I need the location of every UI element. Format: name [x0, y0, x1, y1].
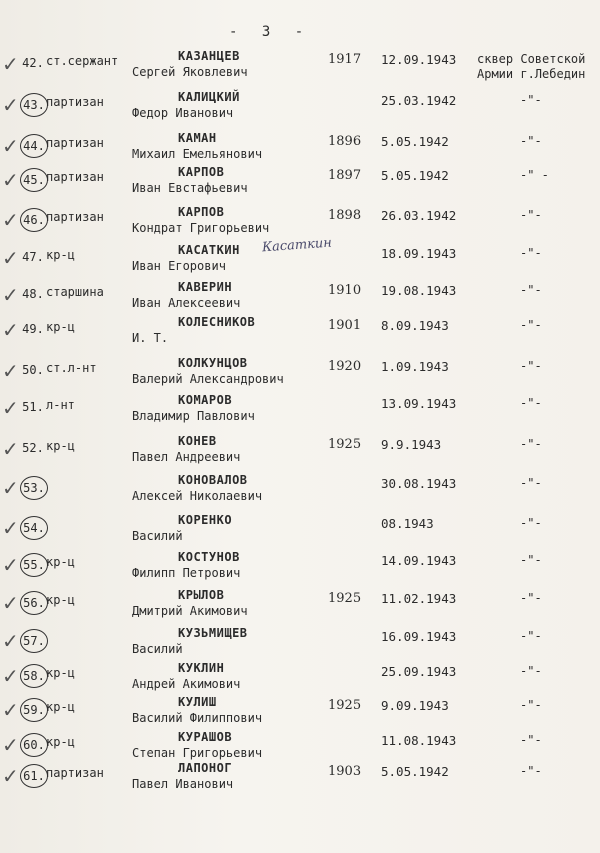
- entry-number: 59.: [20, 698, 48, 722]
- entry-death-date: 5.05.1942: [381, 168, 449, 183]
- entry-surname: КАВЕРИН: [178, 280, 233, 294]
- check-mark: ✓: [2, 168, 19, 192]
- check-mark: ✓: [2, 359, 19, 383]
- entry-number: 60.: [20, 733, 48, 757]
- entry-number: 52.: [22, 441, 44, 455]
- check-mark: ✓: [2, 553, 19, 577]
- entry-given-names: Владимир Павлович: [132, 409, 255, 423]
- entry-burial-place: -"-: [520, 629, 542, 643]
- entry-burial-place: -"-: [520, 764, 542, 778]
- check-mark: ✓: [2, 476, 19, 500]
- entry-birth-year: 1917: [328, 52, 362, 67]
- entry-given-names: Василий: [132, 529, 183, 543]
- entry-death-date: 9.09.1943: [381, 698, 449, 713]
- entry-rank: ст.л-нт: [46, 361, 97, 375]
- entry-given-names: Павел Иванович: [132, 777, 234, 791]
- entry-given-names: Василий: [132, 642, 183, 656]
- check-mark: ✓: [2, 93, 19, 117]
- entry-rank: партизан: [46, 210, 104, 224]
- entry-burial-place: -"-: [520, 246, 542, 260]
- entry-burial-place: -"-: [520, 396, 542, 410]
- check-mark: ✓: [2, 591, 19, 615]
- check-mark: ✓: [2, 283, 19, 307]
- entry-row: [0, 626, 600, 671]
- entry-rank: ст.сержант: [46, 54, 119, 68]
- entry-birth-year: 1901: [328, 318, 362, 333]
- entry-rank: партизан: [46, 95, 104, 109]
- entry-surname: ЛАПОНОГ: [178, 761, 233, 775]
- entry-given-names: Василий Филиппович: [132, 711, 263, 725]
- entry-death-date: 1.09.1943: [381, 359, 449, 374]
- entry-number: 54.: [20, 516, 48, 540]
- entry-burial-place: -"-: [520, 134, 542, 148]
- entry-death-date: 25.09.1943: [381, 664, 457, 679]
- entry-death-date: 18.09.1943: [381, 246, 457, 261]
- entry-rank: кр-ц: [46, 248, 75, 262]
- entry-rank: л-нт: [46, 398, 75, 412]
- entry-number: 58.: [20, 664, 48, 688]
- entry-given-names: Иван Алексеевич: [132, 296, 241, 310]
- check-mark: ✓: [2, 516, 19, 540]
- check-mark: ✓: [2, 208, 19, 232]
- entry-surname: КУЛИШ: [178, 695, 217, 709]
- entry-number: 47.: [22, 250, 44, 264]
- entry-given-names: Кондрат Григорьевич: [132, 221, 270, 235]
- entry-burial-place: -"-: [520, 591, 542, 605]
- entry-rank: кр-ц: [46, 735, 75, 749]
- entry-surname: КОРЕНКО: [178, 513, 233, 527]
- entry-burial-place: -"-: [520, 698, 542, 712]
- entry-given-names: Андрей Акимович: [132, 677, 241, 691]
- entry-death-date: 08.1943: [381, 516, 434, 531]
- entry-burial-place: -"-: [520, 733, 542, 747]
- entry-given-names: Алексей Николаевич: [132, 489, 263, 503]
- entry-death-date: 5.05.1942: [381, 134, 449, 149]
- entry-given-names: И. Т.: [132, 331, 169, 345]
- entry-birth-year: 1910: [328, 283, 362, 298]
- entry-given-names: Степан Григорьевич: [132, 746, 263, 760]
- entry-death-date: 12.09.1943: [381, 52, 457, 67]
- entry-surname: КУКЛИН: [178, 661, 225, 675]
- entry-burial-place: -"-: [520, 208, 542, 222]
- entry-surname: КОЛКУНЦОВ: [178, 356, 248, 370]
- entry-row: [0, 235, 600, 288]
- entry-given-names: Сергей Яковлевич: [132, 65, 248, 79]
- entry-burial-place: сквер Советской Армии г.Лебедин: [477, 52, 586, 81]
- entry-row: [0, 588, 600, 633]
- check-mark: ✓: [2, 764, 19, 788]
- entry-burial-place: -" -: [520, 168, 549, 182]
- entry-row: [0, 473, 600, 518]
- entry-row: [0, 49, 600, 94]
- entry-death-date: 30.08.1943: [381, 476, 457, 491]
- entry-surname: КОСТУНОВ: [178, 550, 240, 564]
- handwritten-annotation: Касаткин: [261, 235, 333, 256]
- entry-given-names: Михаил Емельянович: [132, 147, 263, 161]
- entry-row: [0, 513, 600, 558]
- entry-row: [0, 280, 600, 325]
- entry-given-names: Иван Егорович: [132, 259, 226, 273]
- entry-surname: КРЫЛОВ: [178, 588, 225, 602]
- entry-surname: КОНОВАЛОВ: [178, 473, 248, 487]
- entry-row: [0, 550, 600, 595]
- entry-rank: старшина: [46, 285, 104, 299]
- entry-rank: кр-ц: [46, 700, 75, 714]
- entry-burial-place: -"-: [520, 359, 542, 373]
- entry-burial-place: -"-: [520, 437, 542, 451]
- entry-row: [0, 90, 600, 135]
- check-mark: ✓: [2, 437, 19, 461]
- entry-burial-place: -"-: [520, 664, 542, 678]
- entry-death-date: 11.02.1943: [381, 591, 457, 606]
- entry-surname: КАМАН: [178, 131, 217, 145]
- entry-number: 43.: [20, 93, 48, 117]
- entry-birth-year: 1925: [328, 437, 362, 452]
- entry-surname: КУЗЬМИЩЕВ: [178, 626, 248, 640]
- entry-death-date: 13.09.1943: [381, 396, 457, 411]
- entry-row: [0, 393, 600, 438]
- check-mark: ✓: [2, 733, 19, 757]
- entry-death-date: 25.03.1942: [381, 93, 457, 108]
- entry-death-date: 26.03.1942: [381, 208, 457, 223]
- entry-row: [0, 434, 600, 479]
- entry-surname: КАРПОВ: [178, 205, 225, 219]
- entry-given-names: Дмитрий Акимович: [132, 604, 248, 618]
- entry-row: [0, 315, 600, 360]
- entry-number: 48.: [22, 287, 44, 301]
- entry-death-date: 16.09.1943: [381, 629, 457, 644]
- entry-death-date: 5.05.1942: [381, 764, 449, 779]
- entry-number: 57.: [20, 629, 48, 653]
- entry-row: [0, 661, 600, 706]
- entry-number: 44.: [20, 134, 48, 158]
- entry-surname: КАРПОВ: [178, 165, 225, 179]
- entry-given-names: Иван Евстафьевич: [132, 181, 248, 195]
- check-mark: ✓: [2, 318, 19, 342]
- entry-row: [0, 165, 600, 210]
- check-mark: ✓: [2, 52, 19, 76]
- entry-birth-year: 1898: [328, 208, 362, 223]
- entry-row: [0, 356, 600, 401]
- check-mark: ✓: [2, 664, 19, 688]
- entry-death-date: 19.08.1943: [381, 283, 457, 298]
- entry-rank: кр-ц: [46, 320, 75, 334]
- entry-number: 45.: [20, 168, 48, 192]
- entry-death-date: 14.09.1943: [381, 553, 457, 568]
- entry-number: 55.: [20, 553, 48, 577]
- entry-birth-year: 1920: [328, 359, 362, 374]
- entry-surname: КОНЕВ: [178, 434, 217, 448]
- entry-number: 51.: [22, 400, 44, 414]
- entry-burial-place: -"-: [520, 93, 542, 107]
- check-mark: ✓: [2, 698, 19, 722]
- entry-number: 61.: [20, 764, 48, 788]
- entry-surname: КОМАРОВ: [178, 393, 233, 407]
- entry-row: [0, 761, 600, 806]
- entry-row: [0, 695, 600, 740]
- entry-rank: кр-ц: [46, 439, 75, 453]
- entry-rank: кр-ц: [46, 555, 75, 569]
- entry-death-date: 9.9.1943: [381, 437, 442, 452]
- entry-given-names: Павел Андреевич: [132, 450, 241, 464]
- entry-surname: КАЛИЦКИЙ: [178, 90, 240, 104]
- entry-rank: партизан: [46, 170, 104, 184]
- entry-number: 46.: [20, 208, 48, 232]
- page-number: - 3 -: [229, 24, 312, 40]
- entry-rank: кр-ц: [46, 666, 75, 680]
- entry-death-date: 8.09.1943: [381, 318, 449, 333]
- check-mark: ✓: [2, 396, 19, 420]
- entry-surname: КАСАТКИН: [178, 243, 240, 257]
- entry-given-names: Валерий Александрович: [132, 372, 284, 386]
- entry-birth-year: 1903: [328, 764, 362, 779]
- entry-burial-place: -"-: [520, 318, 542, 332]
- entry-surname: КУРАШОВ: [178, 730, 233, 744]
- entry-rank: партизан: [46, 766, 104, 780]
- entry-death-date: 11.08.1943: [381, 733, 457, 748]
- entry-surname: КАЗАНЦЕВ: [178, 49, 240, 63]
- entry-burial-place: -"-: [520, 516, 542, 530]
- entry-birth-year: 1925: [328, 698, 362, 713]
- check-mark: ✓: [2, 629, 19, 653]
- entry-number: 49.: [22, 322, 44, 336]
- entry-burial-place: -"-: [520, 553, 542, 567]
- entry-given-names: Федор Иванович: [132, 106, 234, 120]
- entry-number: 56.: [20, 591, 48, 615]
- check-mark: ✓: [2, 134, 19, 158]
- entry-number: 53.: [20, 476, 48, 500]
- entry-given-names: Филипп Петрович: [132, 566, 241, 580]
- entry-birth-year: 1896: [328, 134, 362, 149]
- entry-birth-year: 1925: [328, 591, 362, 606]
- entry-number: 50.: [22, 363, 44, 377]
- check-mark: ✓: [2, 246, 19, 270]
- entry-birth-year: 1897: [328, 168, 362, 183]
- entry-burial-place: -"-: [520, 476, 542, 490]
- entry-number: 42.: [22, 56, 44, 70]
- entry-surname: КОЛЕСНИКОВ: [178, 315, 256, 329]
- entry-burial-place: -"-: [520, 283, 542, 297]
- entry-rank: партизан: [46, 136, 104, 150]
- entry-rank: кр-ц: [46, 593, 75, 607]
